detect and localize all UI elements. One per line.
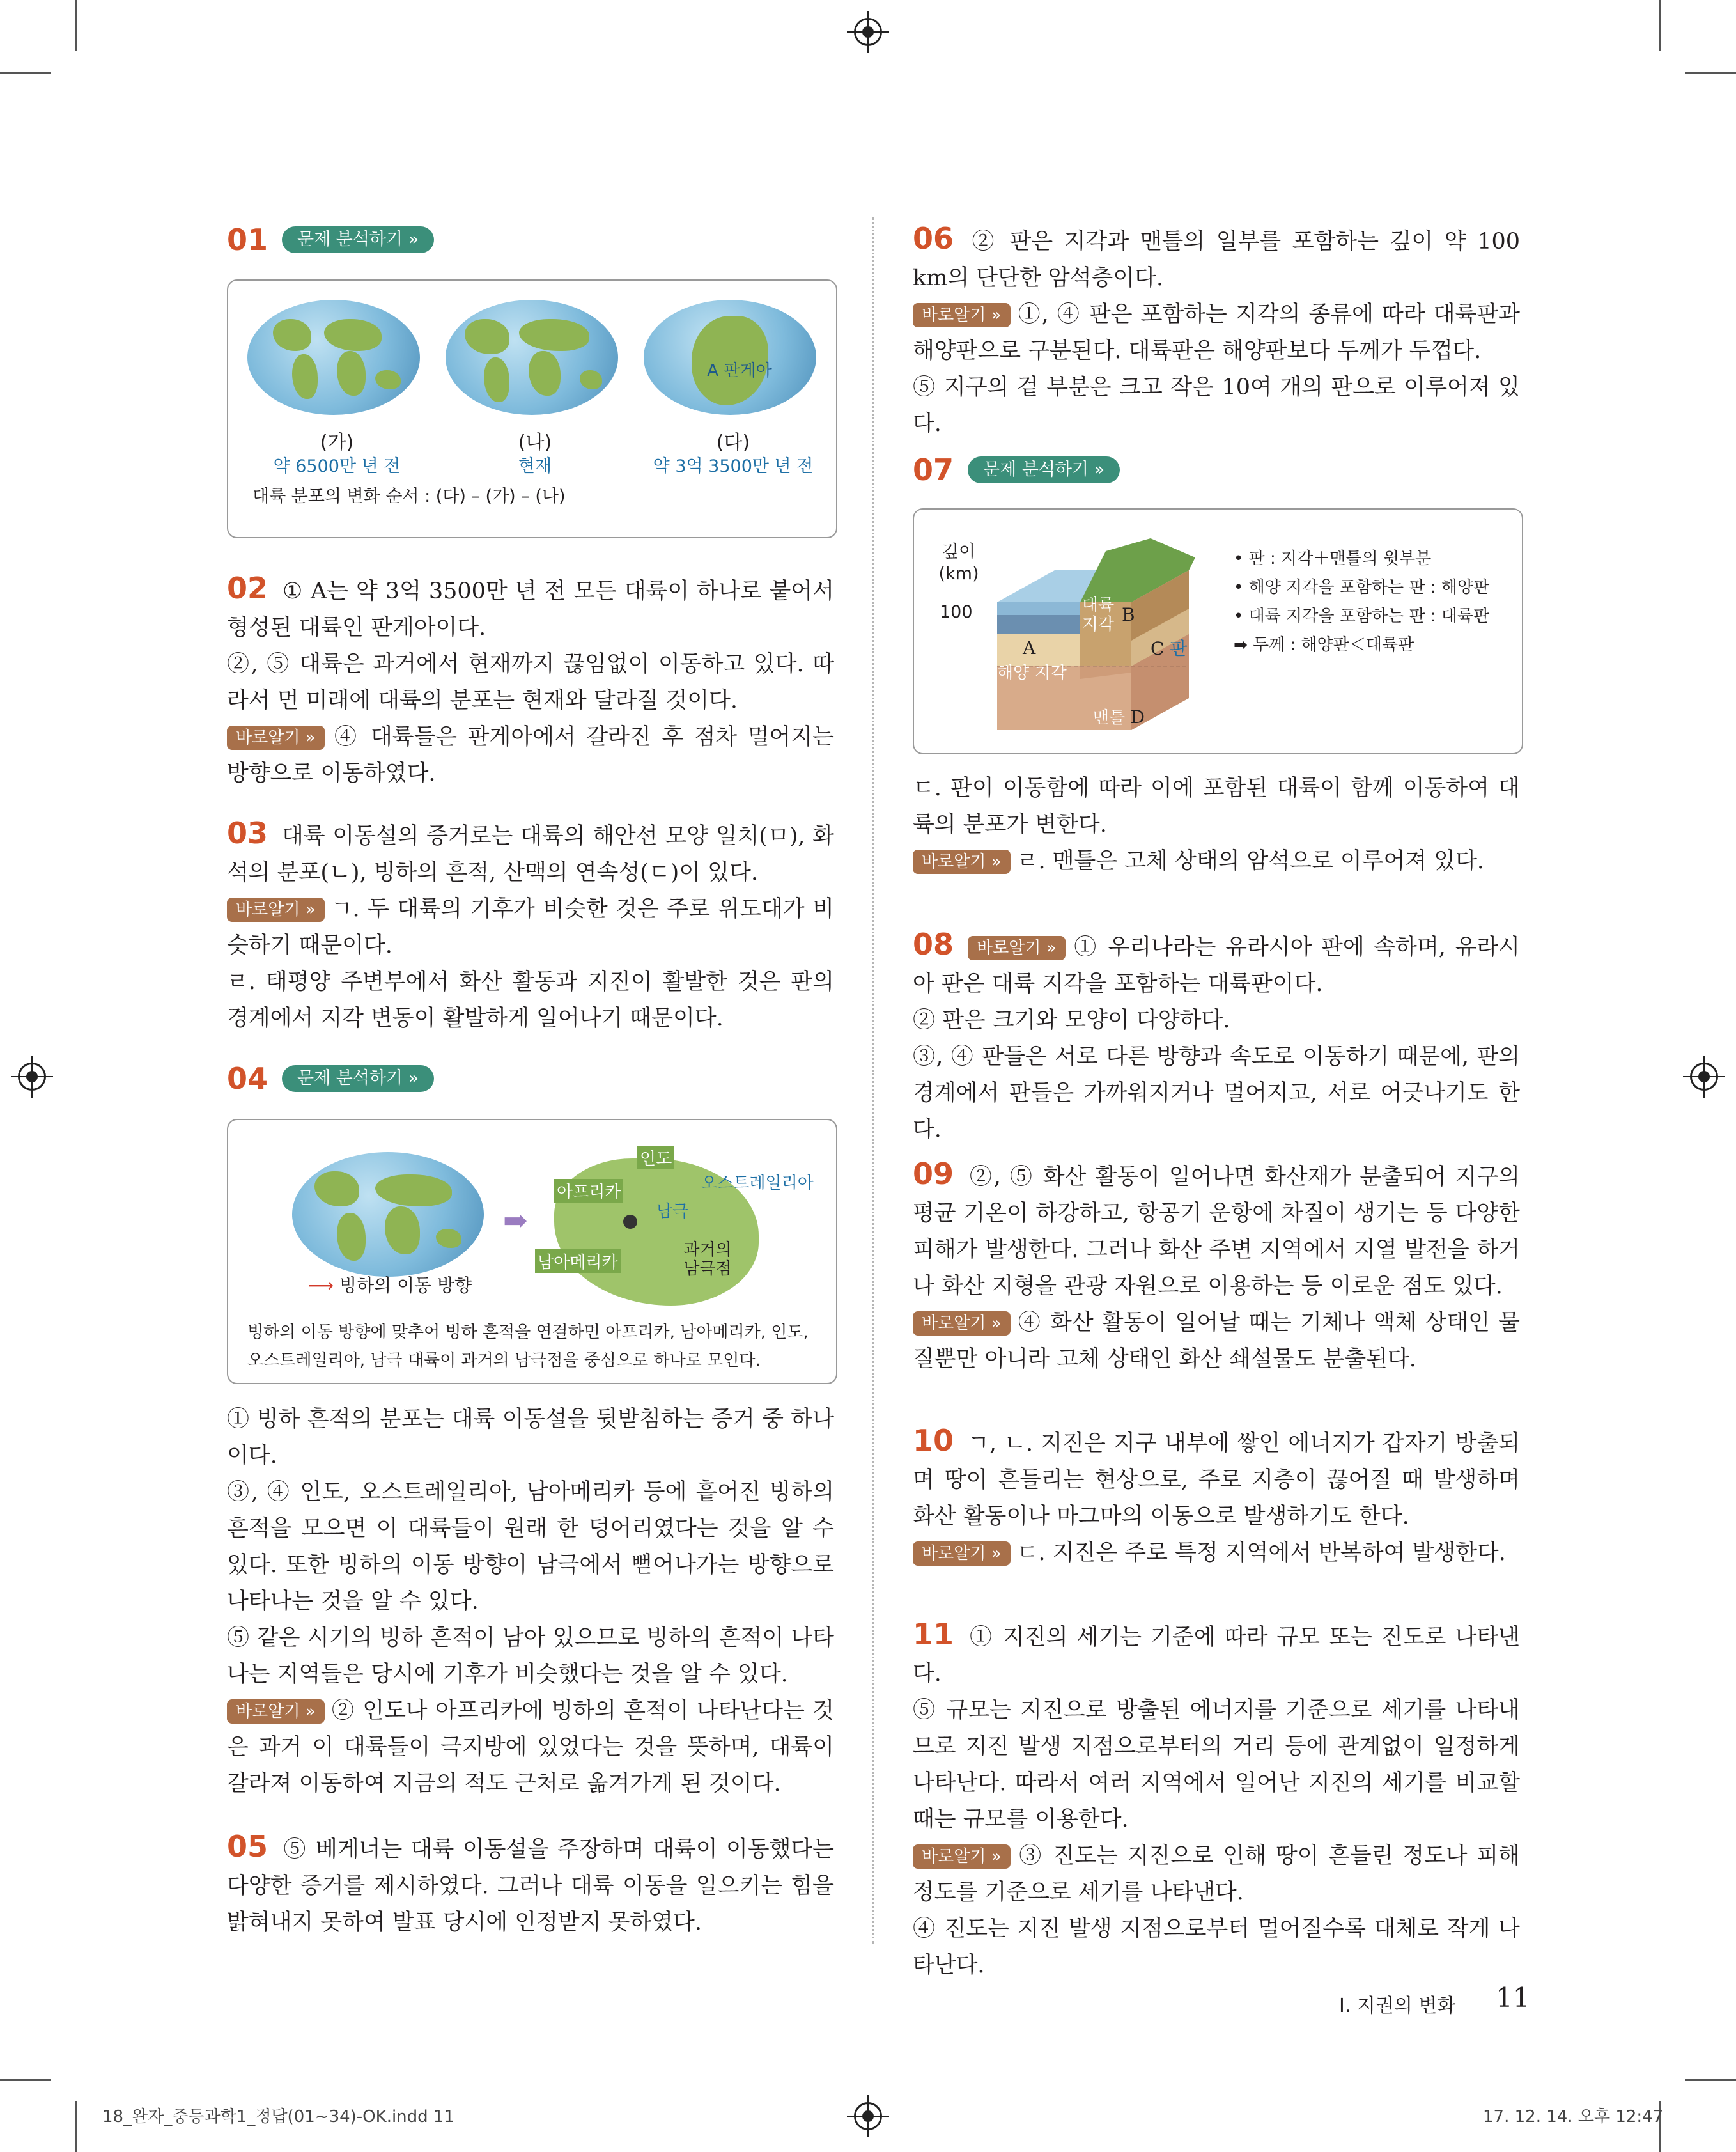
answer-text: ㄷ. 판이 이동함에 따라 이에 포함된 대륙이 함께 이동하여 대륙의 분포가 변한다. xyxy=(913,776,1520,838)
analysis-tag: 문제 분석하기 » xyxy=(968,456,1120,483)
plate-word: 판 xyxy=(1170,638,1188,659)
registration-mark-icon xyxy=(854,18,882,46)
plate-figure xyxy=(913,508,1523,754)
analysis-tag: 문제 분석하기 » xyxy=(282,226,434,253)
note-line: • 판 : 지각＋맨틀의 윗부분 xyxy=(1234,549,1432,568)
registration-mark-icon xyxy=(18,1063,46,1091)
south-pole-marker-icon xyxy=(623,1215,637,1229)
correction-text: ④ 화산 활동이 일어날 때는 기체나 액체 상태인 물질뿐만 아니라 고체 상태인 화산 쇄설물도 분출된다. xyxy=(913,1310,1520,1372)
crop-mark xyxy=(1685,72,1736,74)
answer-line: ② 판은 크기와 모양이 다양하다. xyxy=(913,1008,1230,1033)
plate-notes xyxy=(1234,545,1489,660)
answer-line: ②, ⑤ 대륙은 과거에서 현재까지 끊임없이 이동하고 있다. 따라서 먼 미래에 대륙의 분포는 현재와 달라질 것이다. xyxy=(227,651,834,713)
continent-label: 남아메리카 xyxy=(535,1249,621,1273)
globe-time: 약 3억 3500만 년 전 xyxy=(653,456,814,476)
question-08 xyxy=(913,926,1520,1148)
question-number: 02 xyxy=(227,571,268,605)
question-number: 10 xyxy=(913,1423,954,1458)
correction-text: ② 인도나 아프리카에 빙하의 흔적이 나타난다는 것은 과거 이 대륙들이 극지방에 있었다는 것을 뜻하며, 대륙이 갈라져 이동하여 지금의 적도 근처로 옮겨가게 된 것이다. xyxy=(227,1698,834,1797)
correction-tag: 바로알기 » xyxy=(913,1311,1011,1336)
question-05 xyxy=(227,1828,834,1941)
answer-line: ① 지진의 세기는 기준에 따라 규모 또는 진도로 나타낸다. xyxy=(913,1625,1520,1687)
note-line: • 해양 지각을 포함하는 판 : 해양판 xyxy=(1234,578,1490,597)
crop-mark xyxy=(1659,0,1661,51)
continent-label: 인도 xyxy=(637,1146,674,1169)
registration-mark-icon xyxy=(1690,1063,1718,1091)
pole-label: 과거의 남극점 xyxy=(683,1240,732,1279)
question-number: 01 xyxy=(227,222,268,257)
oceanic-crust-label: 해양 지각 xyxy=(997,664,1067,683)
imprint-date: 17. 12. 14. 오후 12:47 xyxy=(1483,2107,1664,2126)
question-number: 03 xyxy=(227,816,268,850)
correction-text: ③ 진도는 지진으로 인해 땅이 흔들린 정도나 피해 정도를 기준으로 세기를 나타낸다. xyxy=(913,1843,1520,1905)
correction-text: ① 우리나라는 유라시아 판에 속하며, 유라시아 판은 대륙 지각을 포함하는 대륙판이다. xyxy=(913,935,1520,997)
label-B: B xyxy=(1122,604,1135,625)
crop-mark xyxy=(1685,2079,1736,2081)
mantle-word: 맨틀 xyxy=(1093,708,1126,728)
globe-icon xyxy=(446,300,618,415)
answer-line: ① 빙하 흔적의 분포는 대륙 이동설을 뒷받침하는 증거 중 하나이다. xyxy=(227,1407,834,1469)
question-10 xyxy=(913,1423,1520,1571)
question-02 xyxy=(227,570,834,792)
question-number: 05 xyxy=(227,1829,268,1864)
answer-text: ②, ⑤ 화산 활동이 일어나면 화산재가 분출되어 지구의 평균 기온이 하강하고, 항공기 운항에 차질이 생기는 등 다양한 피해가 발생한다. 그러나 화산 주변 지역에서 지열 발전을 하거나 화산 지형을 관광 자원으로 이용하는 등 이로운 점도 있다. xyxy=(913,1164,1520,1299)
registration-mark-icon xyxy=(854,2102,882,2130)
answer-text: 대륙 이동설의 증거로는 대륙의 해안선 모양 일치(ㅁ), 화석의 분포(ㄴ), 빙하의 흔적, 산맥의 연속성(ㄷ)이 있다. xyxy=(227,823,834,885)
globe-icon xyxy=(292,1152,484,1277)
correction-text: ㄱ. 두 대륙의 기후가 비슷한 것은 주로 위도대가 비슷하기 때문이다. xyxy=(227,896,834,958)
answer-line: ⑤ 지구의 겉 부분은 크고 작은 10여 개의 판으로 이루어져 있다. xyxy=(913,375,1520,437)
plate-label xyxy=(1151,635,1187,660)
answer-line: ⑤ 같은 시기의 빙하 흔적이 남아 있으므로 빙하의 흔적이 나타나는 지역들은 당시에 기후가 비슷했다는 것을 알 수 있다. xyxy=(227,1625,834,1687)
legend-label: 빙하의 이동 방향 xyxy=(339,1275,472,1296)
question-number: 09 xyxy=(913,1157,954,1191)
correction-text: ㄹ. 맨틀은 고체 상태의 암석으로 이루어져 있다. xyxy=(1016,848,1485,874)
imprint-file: 18_완자_중등과학1_정답(01~34)-OK.indd 11 xyxy=(102,2107,455,2126)
question-07-header xyxy=(913,453,1120,487)
correction-text: ④ 대륙들은 판게아에서 갈라진 후 점차 멀어지는 방향으로 이동하였다. xyxy=(227,724,834,786)
correction-text: ㄷ. 지진은 주로 특정 지역에서 반복하여 발생한다. xyxy=(1016,1540,1506,1566)
continental-crust-label: 대륙 지각 xyxy=(1081,596,1115,634)
label-D: D xyxy=(1130,706,1145,728)
glacier-legend xyxy=(308,1272,472,1297)
analysis-tag: 문제 분석하기 » xyxy=(282,1065,434,1092)
question-07-body xyxy=(913,770,1520,880)
answer-line: ③, ④ 인도, 오스트레일리아, 남아메리카 등에 흩어진 빙하의 흔적을 모으면 이 대륙들이 원래 한 덩어리였다는 것을 알 수 있다. 또한 빙하의 이동 방향이 남극에서 뻗어나가는 방향으로 나타나는 것을 알 수 있다. xyxy=(227,1479,834,1614)
answer-text: ⑤ 베게너는 대륙 이동설을 주장하며 대륙이 이동했다는 다양한 증거를 제시하였다. 그러나 대륙 이동을 일으키는 힘을 밝혀내지 못하여 발표 당시에 인정받지 못하였다. xyxy=(227,1837,834,1935)
correction-tag: 바로알기 » xyxy=(913,303,1011,327)
question-06 xyxy=(913,221,1520,442)
page-number: 11 xyxy=(1496,1982,1530,2013)
arrow-right-icon: ➡ xyxy=(503,1203,528,1238)
globe-icon xyxy=(247,300,420,415)
globe-time: 약 6500만 년 전 xyxy=(273,456,401,476)
answer-text: ② 판은 지각과 맨틀의 일부를 포함하는 깊이 약 100 km의 단단한 암석층이다. xyxy=(913,229,1520,291)
crop-mark xyxy=(75,0,77,51)
question-number: 08 xyxy=(913,927,954,962)
correction-tag: 바로알기 » xyxy=(227,898,325,922)
correction-tag: 바로알기 » xyxy=(227,1699,325,1724)
question-01-header xyxy=(227,222,434,257)
correction-tag: 바로알기 » xyxy=(913,1844,1011,1869)
answer-line: ④ 진도는 지진 발생 지점으로부터 멀어질수록 대체로 작게 나타난다. xyxy=(913,1916,1520,1978)
mantle-label xyxy=(1093,705,1145,728)
note-line: • 대륙 지각을 포함하는 판 : 대륙판 xyxy=(1234,607,1490,626)
glacier-figure xyxy=(227,1119,837,1384)
continent-label: 아프리카 xyxy=(554,1179,623,1203)
question-09 xyxy=(913,1156,1520,1378)
label-A: A xyxy=(1023,637,1036,659)
answer-line: ⑤ 규모는 지진으로 방출된 에너지를 기준으로 세기를 나타내므로 지진 발생 지점으로부터의 거리 등에 관계없이 일정하게 나타난다. 따라서 여러 지역에서 일어난 지진의 세기를 비교할 때는 규모를 이용한다. xyxy=(913,1697,1520,1832)
question-03 xyxy=(227,815,834,1037)
globe-label: (다) xyxy=(716,432,750,454)
crop-mark xyxy=(0,2079,51,2081)
column-divider xyxy=(872,217,874,1944)
footer-section-title: Ⅰ. 지권의 변화 xyxy=(1339,1995,1456,2017)
globe-icon xyxy=(644,300,816,415)
crop-mark xyxy=(75,2101,77,2152)
crop-mark xyxy=(0,72,51,74)
question-04-header xyxy=(227,1061,434,1096)
correction-tag: 바로알기 » xyxy=(968,936,1066,960)
pangaea-label: A 판게아 xyxy=(707,361,772,380)
note-line: ➡ 두께 : 해양판＜대륙판 xyxy=(1234,635,1414,655)
continent-label: 남극 xyxy=(656,1202,689,1221)
globe-label: (가) xyxy=(320,432,354,454)
correction-tag: 바로알기 » xyxy=(227,726,325,750)
answer-line: ③, ④ 판들은 서로 다른 방향과 속도로 이동하기 때문에, 판의 경계에서 판들은 가까워지거나 멀어지고, 서로 어긋나기도 한다. xyxy=(913,1044,1520,1142)
correction-tag: 바로알기 » xyxy=(913,1541,1011,1566)
correction-tag: 바로알기 » xyxy=(913,850,1011,874)
continent-label: 오스트레일리아 xyxy=(701,1174,814,1193)
depth-value: 100 xyxy=(940,602,973,622)
question-number: 07 xyxy=(913,453,954,487)
globe-time: 현재 xyxy=(518,456,552,476)
answer-line: ① A는 약 3억 3500만 년 전 모든 대륙이 하나로 붙어서 형성된 대륙인 판게아이다. xyxy=(227,579,834,641)
answer-text: ㄱ, ㄴ. 지진은 지구 내부에 쌓인 에너지가 갑자기 방출되며 땅이 흔들리는 현상으로, 주로 지층이 끊어질 때 발생하며 화산 활동이나 마그마의 이동으로 발생하기도 한다. xyxy=(913,1431,1520,1529)
depth-label: 깊이 (km) xyxy=(938,542,979,584)
question-number: 11 xyxy=(913,1617,954,1651)
question-11 xyxy=(913,1616,1520,1984)
question-number: 04 xyxy=(227,1061,268,1096)
pangaea-figure xyxy=(227,279,837,538)
label-C: C xyxy=(1151,638,1165,659)
question-number: 06 xyxy=(913,221,954,256)
globe-label: (나) xyxy=(518,432,552,454)
distribution-order: 대륙 분포의 변화 순서 : (다) – (가) – (나) xyxy=(252,487,566,506)
question-04-body xyxy=(227,1401,834,1802)
legend-arrow-icon: ⟶ xyxy=(308,1275,334,1296)
answer-line: ㄹ. 태평양 주변부에서 화산 활동과 지진이 활발한 것은 판의 경계에서 지각 변동이 활발하게 일어나기 때문이다. xyxy=(227,969,834,1031)
figure-caption: 빙하의 이동 방향에 맞추어 빙하 흔적을 연결하면 아프리카, 남아메리카, 인도, 오스트레일리아, 남극 대륙이 과거의 남극점을 중심으로 하나로 모인다. xyxy=(247,1323,809,1370)
correction-text: ①, ④ 판은 포함하는 지각의 종류에 따라 대륙판과 해양판으로 구분된다. 대륙판은 해양판보다 두께가 두껍다. xyxy=(913,302,1520,364)
